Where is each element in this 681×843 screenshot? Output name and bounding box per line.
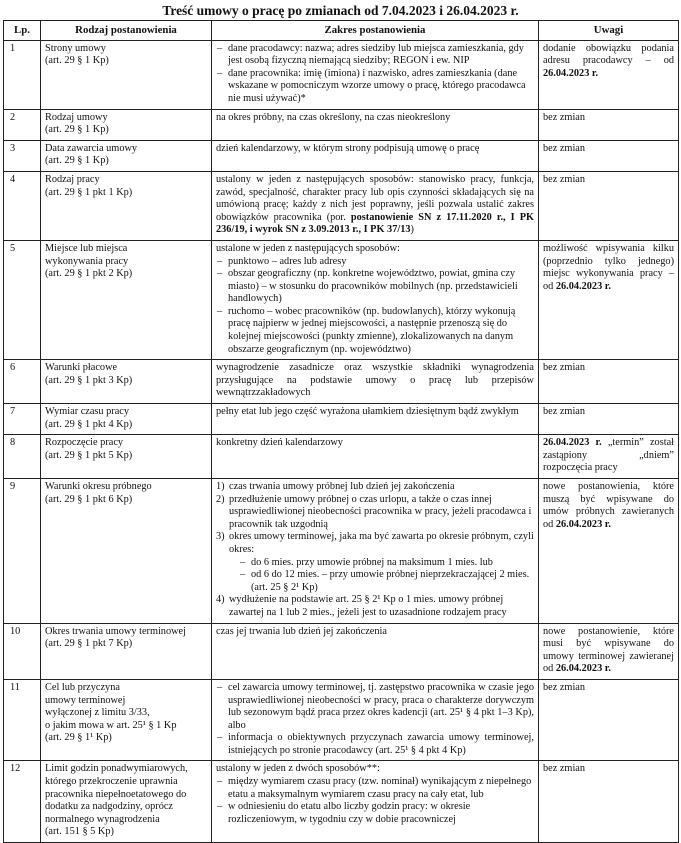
rodzaj-cell [41, 240, 212, 359]
table-row [4, 679, 679, 761]
zakres-item: – cel zawarcia umowy terminowej, tj. zastępstwo pracownika w czasie jego usprawiedliwionej nieobecności w pracy, praca o charakterze dorywczym lub sezonowym bądź praca przez okres kadencji (art. 25¹ § 4 pkt 1–3 Kp), albo [216, 682, 534, 732]
rodzaj-cell [41, 761, 212, 843]
rodzaj-cell [41, 404, 212, 435]
rodzaj-line: Warunki płacowe [45, 362, 118, 374]
rodzaj-line: Rodzaj umowy [45, 111, 108, 123]
zakres-cell [212, 171, 539, 240]
uwagi-date: 26.04.2023 r. [543, 67, 599, 79]
rodzaj-line: Limit godzin ponadwymiarowych, którego przekroczenie uprawnia pracownika niepełnoetatowego do dodatku za nadgodziny, oprócz normalnego wynagrodzenia [45, 763, 188, 825]
rodzaj-line: Rozpoczęcie pracy [45, 437, 124, 449]
zakres-reference: postanowienie SN z 17.11.2020 r., I PK 236/19, i wyrok SN z 3.09.2013 r., I PK 37/13 [216, 211, 534, 236]
table-row [4, 40, 679, 109]
rodzaj-line: Rodzaj pracy [45, 173, 100, 185]
rodzaj-line: wyłączonej z limitu 3/33, [45, 707, 150, 719]
rodzaj-line: (art. 29 § 1 pkt 3 Kp) [45, 374, 133, 386]
table-row [4, 761, 679, 843]
table-row [4, 360, 679, 404]
zakres-numbered-item [216, 594, 534, 619]
rodzaj-cell [41, 360, 212, 404]
uwagi-cell: bez zmian [539, 140, 679, 171]
uwagi-cell: bez zmian [539, 679, 679, 761]
zakres-cell [212, 479, 539, 624]
lp-cell: 9 [4, 479, 41, 624]
uwagi-cell [539, 479, 679, 624]
rodzaj-line: (art. 29 § 1 pkt 4 Kp) [45, 418, 133, 430]
item-number: 2) [216, 493, 225, 505]
rodzaj-line: (art. 29 § 1 pkt 6 Kp) [45, 493, 133, 505]
lp-cell: 7 [4, 404, 41, 435]
lp-cell: 3 [4, 140, 41, 171]
lp-cell: 4 [4, 171, 41, 240]
lp-cell: 6 [4, 360, 41, 404]
uwagi-cell: bez zmian [539, 761, 679, 843]
sub-list [229, 557, 534, 595]
zakres-cell [212, 240, 539, 359]
zakres-item: – między wymiarem czasu pracy (tzw. nominał) wynikającym z niepełnego etatu a maksymalnym wymiarem czasu pracy na cały etat, lub [216, 776, 534, 801]
uwagi-date: 26.04.2023 r. [555, 518, 611, 530]
uwagi-cell: bez zmian [539, 360, 679, 404]
zakres-intro: ustalone w jeden z następujących sposobów: [216, 242, 400, 254]
lp-cell: 8 [4, 435, 41, 479]
uwagi-cell: bez zmian [539, 109, 679, 140]
rodzaj-cell [41, 109, 212, 140]
rodzaj-cell [41, 40, 212, 109]
rodzaj-cell [41, 140, 212, 171]
zakres-text: ustalony w jeden z następujących sposobów: stanowisko pracy, funkcja, zawód, specjalność, charakter pracy lub opis czynności składających się na umówioną pracę; każdy z nich jest poprawny, jeśli pozwala ustalić zakres obowiązków pracownika (por. [216, 173, 534, 223]
uwagi-date: 26.04.2023 r. [543, 437, 602, 449]
uwagi-cell [539, 240, 679, 359]
table-row [4, 240, 679, 359]
lp-cell: 10 [4, 623, 41, 679]
item-number: 3) [216, 531, 225, 543]
rodzaj-cell [41, 623, 212, 679]
rodzaj-line: Strony umowy [45, 42, 106, 54]
zakres-cell: na okres próbny, na czas określony, na czas nieokreślony [212, 109, 539, 140]
header-uwagi: Uwagi [539, 21, 679, 41]
zakres-cell: pełny etat lub jego część wyrażona ułamkiem dziesiętnym bądź zwykłym [212, 404, 539, 435]
rodzaj-line: wykonywania pracy [45, 255, 129, 267]
uwagi-cell [539, 40, 679, 109]
table-row [4, 479, 679, 624]
uwagi-text: możliwość wpisywania kilku (poprzednio tylko jednego) miejsc wykonywania pracy – od [543, 242, 674, 292]
zakres-item: – punktowo – adres lub adresy [216, 256, 534, 269]
zakres-cell [212, 761, 539, 843]
zakres-intro: ustalony w jeden z dwóch sposobów**: [216, 763, 380, 775]
uwagi-cell: bez zmian [539, 404, 679, 435]
rodzaj-line: (art. 29 § 1 Kp) [45, 155, 109, 167]
rodzaj-cell [41, 679, 212, 761]
uwagi-text: nowe postanowienie, które musi być wpisywane do umowy terminowej zawieranej od [543, 625, 674, 675]
rodzaj-line: (art. 29 § 1 pkt 5 Kp) [45, 449, 133, 461]
rodzaj-line: umowy terminowej [45, 694, 126, 706]
rodzaj-line: Data zawarcia umowy [45, 142, 138, 154]
item-number: 4) [216, 594, 225, 606]
zakres-end: ) [410, 224, 414, 236]
rodzaj-line: Okres trwania umowy terminowej [45, 625, 186, 637]
zakres-numbered-item [216, 531, 534, 594]
rodzaj-line: (art. 29 § 1 pkt 7 Kp) [45, 638, 133, 650]
rodzaj-line: Wymiar czasu pracy [45, 406, 129, 418]
zakres-item: – informacja o obiektywnych przyczynach zawarcia umowy terminowej, istniejących po stronie pracodawcy (art. 25¹ § 4 pkt 4 Kp) [216, 732, 534, 757]
item-text: przedłużenie umowy próbnej o czas urlopu, a także o czas innej usprawiedliwionej nieobecności pracownika w pracy, jeżeli pracodawca i pracownik tak uzgodnią [229, 493, 532, 530]
table-header-row [4, 21, 679, 41]
rodzaj-line: Cel lub przyczyna [45, 681, 120, 693]
table-row [4, 171, 679, 240]
uwagi-cell [539, 435, 679, 479]
zakres-cell: dzień kalendarzowy, w którym strony podpisują umowę o pracę [212, 140, 539, 171]
zakres-cell: konkretny dzień kalendarzowy [212, 435, 539, 479]
rodzaj-line: (art. 29 § 1 Kp) [45, 124, 109, 136]
uwagi-date: 26.04.2023 r. [555, 663, 611, 675]
uwagi-text: „termin” został zastąpiony „dniem” rozpoczęcia pracy [543, 437, 675, 474]
rodzaj-line: o jakim mowa w art. 25¹ § 1 Kp [45, 719, 177, 731]
zakres-item: – ruchomo – wobec pracowników (np. budowlanych), którzy wykonują pracę najpierw w jednej miejscowości, a następnie przenoszą się do kolejnej miejscowości (punkty zmienne), zlokalizowanych na danym obszarze geograficznym (np. województwo) [216, 306, 534, 356]
page-title: Treść umowy o pracę po zmianach od 7.04.2023 i 26.04.2023 r. [162, 3, 519, 18]
uwagi-text: nowe postanowienia, które muszą być wpisywane do umów próbnych zawieranych od [543, 481, 674, 530]
item-text: okres umowy terminowej, jaka ma być zawarta po okresie próbnym, czyli okres: [229, 531, 534, 555]
rodzaj-line: Warunki okresu próbnego [45, 481, 152, 492]
lp-cell: 1 [4, 40, 41, 109]
lp-cell: 2 [4, 109, 41, 140]
header-lp: Lp. [4, 21, 41, 41]
uwagi-date: 26.04.2023 r. [555, 280, 611, 292]
item-text: wydłużenie na podstawie art. 25 § 2¹ Kp o 1 mies. umowy próbnej zawartej na 1 lub 2 mies., jeżeli jest to uzasadnione rodzajem pracy [229, 594, 507, 618]
uwagi-cell: bez zmian [539, 171, 679, 240]
rodzaj-line: (art. 29 § 1 Kp) [45, 55, 109, 67]
zakres-item: – w odniesieniu do etatu albo liczby godzin pracy: w okresie rozliczeniowym, w tygodniu czy w dobie pracowniczej [216, 801, 534, 826]
rodzaj-cell [41, 479, 212, 624]
zakres-numbered-item [216, 481, 534, 494]
uwagi-cell [539, 623, 679, 679]
lp-cell: 12 [4, 761, 41, 843]
rodzaj-line: (art. 151 § 5 Kp) [45, 826, 114, 838]
lp-cell: 11 [4, 679, 41, 761]
zakres-cell [212, 40, 539, 109]
zakres-cell [212, 679, 539, 761]
rodzaj-line: Miejsce lub miejsca [45, 242, 128, 254]
table-row [4, 404, 679, 435]
item-number: 1) [216, 481, 225, 492]
rodzaj-line: (art. 29 § 1 pkt 2 Kp) [45, 268, 133, 280]
lp-cell: 5 [4, 240, 41, 359]
rodzaj-cell [41, 171, 212, 240]
table-row [4, 623, 679, 679]
sub-item: – do 6 mies. przy umowie próbnej na maksimum 1 mies. lub [239, 557, 534, 570]
zakres-item: – obszar geograficzny (np. konkretne województwo, powiat, gmina czy miasto) – w stosunku do pracowników mobilnych (np. przedstawicieli handlowych) [216, 268, 534, 306]
header-zakres: Zakres postanowienia [212, 21, 539, 41]
zakres-item: – dane pracodawcy: nazwa; adres siedziby lub miejsca zamieszkania, gdy jest osobą fizyczną niemającą siedziby; REGON i ew. NIP [216, 43, 534, 68]
rodzaj-cell [41, 435, 212, 479]
table-row [4, 435, 679, 479]
zakres-numbered-item [216, 493, 534, 532]
header-rodzaj: Rodzaj postanowienia [41, 21, 212, 41]
zakres-cell: czas jej trwania lub dzień jej zakończenia [212, 623, 539, 679]
rodzaj-line: (art. 29 § 1¹ Kp) [45, 732, 112, 744]
table-row [4, 109, 679, 140]
sub-item: – od 6 do 12 mies. – przy umowie próbnej nieprzekraczającej 2 mies. (art. 25 § 2¹ Kp) [239, 569, 534, 594]
zakres-item: – dane pracownika: imię (imiona) i nazwisko, adres zamieszkania (dane wskazane w pomocniczym wzorze umowy o pracę, którego pracodawca nie musi używać)* [216, 68, 534, 106]
zakres-cell: wynagrodzenie zasadnicze oraz wszystkie składniki wynagrodzenia przysługujące na podstawie umowy o pracę lub przepisów wewnątrzzakładowych [212, 360, 539, 404]
contract-table [3, 20, 679, 843]
uwagi-text: dodanie obowiązku podania adresu pracodawcy – od [543, 42, 674, 67]
item-text: czas trwania umowy próbnej lub dzień jej zakończenia [229, 481, 455, 492]
rodzaj-line: (art. 29 § 1 pkt 1 Kp) [45, 186, 133, 198]
table-row [4, 140, 679, 171]
